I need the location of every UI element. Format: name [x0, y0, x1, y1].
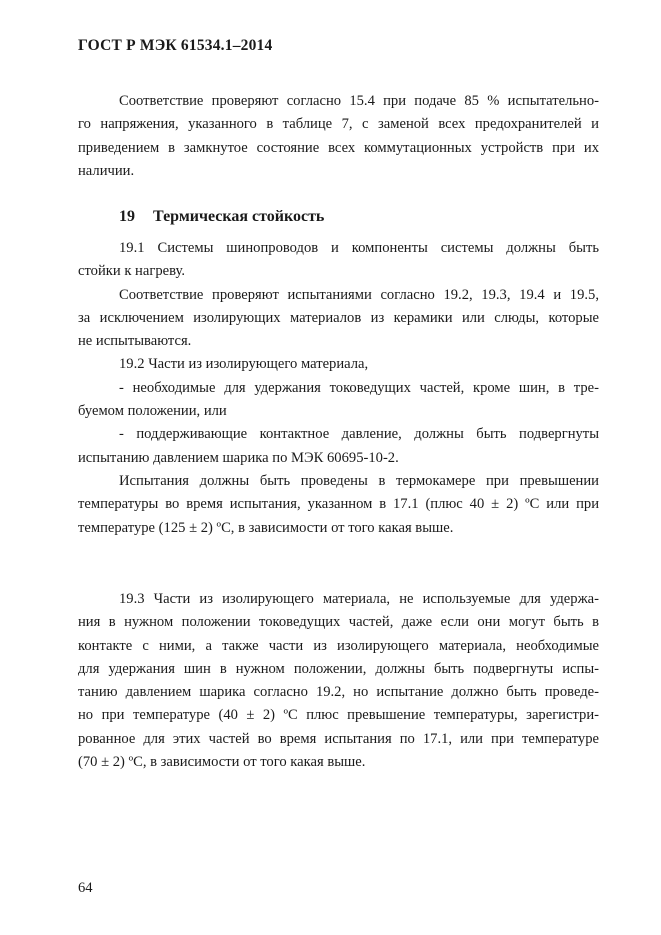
text-line: контакте с ними, а также части из изолирующего материала, необходимые — [78, 637, 599, 654]
section-19-3 — [78, 588, 599, 774]
text-line: стойки к нагреву. — [78, 263, 185, 280]
text-line: (70 ± 2) ºС, в зависимости от того какая выше. — [78, 754, 366, 771]
paragraph-intro — [78, 90, 599, 183]
text-line: за исключением изолирующих материалов из керамики или слюды, которые — [78, 309, 599, 326]
page-number: 64 — [78, 880, 93, 896]
text-line: не испытываются. — [78, 333, 192, 350]
text-line: температуре (125 ± 2) ºС, в зависимости от того какая выше. — [78, 519, 454, 536]
text-line: температуры во время испытания, указанном в 17.1 (плюс 40 ± 2) ºС или при — [78, 496, 599, 513]
text-line: ния в нужном положении токоведущих частей, даже если они могут быть в — [78, 614, 599, 631]
text-line: Испытания должны быть проведены в термокамере при превышении — [119, 472, 599, 489]
text-line: го напряжения, указанного в таблице 7, с заменой всех предохранителей и — [78, 116, 599, 133]
text-line: но при температуре (40 ± 2) ºС плюс превышение температуры, зарегистри- — [78, 707, 599, 724]
text-line: - поддерживающие контактное давление, должны быть подвергнуты — [119, 426, 599, 443]
text-line: Соответствие проверяют согласно 15.4 при подаче 85 % испытательно- — [119, 93, 599, 109]
text-line: наличии. — [78, 162, 135, 179]
section-heading — [119, 208, 324, 226]
text-line: 19.2 Части из изолирующего материала, — [119, 356, 369, 373]
text-line: 19.1 Системы шинопроводов и компоненты системы должны быть — [119, 240, 599, 256]
text-line: рованное для этих частей во время испытания по 17.1, или при температуре — [78, 730, 599, 747]
text-line: 19.3 Части из изолирующего материала, не используемые для удержа- — [119, 591, 599, 607]
section-title: Термическая стойкость — [153, 208, 325, 225]
section-19-1-19-2 — [78, 237, 599, 540]
text-line: Соответствие проверяют испытаниями согласно 19.2, 19.3, 19.4 и 19.5, — [119, 286, 599, 303]
text-line: приведением в замкнутое состояние всех коммутационных устройств при их — [78, 139, 599, 156]
text-line: - необходимые для удержания токоведущих частей, кроме шин, в тре- — [119, 379, 599, 396]
text-line: танию давлением шарика согласно 19.2, но испытание должно быть проведе- — [78, 684, 599, 701]
section-number: 19 — [119, 208, 135, 225]
text-line: буемом положении, или — [78, 403, 227, 420]
document-header: ГОСТ Р МЭК 61534.1–2014 — [78, 37, 273, 54]
text-line: для удержания шин в нужном положении, должны быть подвергнуты испы- — [78, 660, 599, 677]
text-line: испытанию давлением шарика по МЭК 60695-10-2. — [78, 449, 399, 466]
